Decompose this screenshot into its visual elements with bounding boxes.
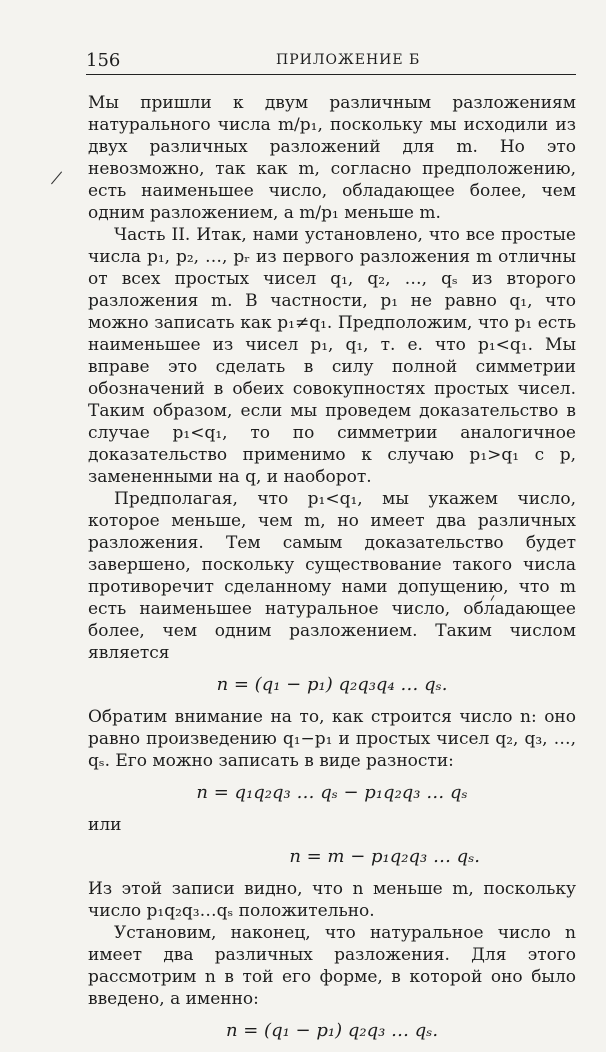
paragraph: Обратим внимание на то, как строится число n: оно равно произведению q₁−p₁ и простых чисел q₂, q₃, …, qₛ. Его можно записать в виде разности: (88, 707, 576, 771)
formula: n = q₁q₂q₃ … qₛ − p₁q₂q₃ … qₛ (196, 782, 468, 803)
conjunction: или (88, 815, 122, 835)
page-number: 156 (86, 50, 121, 71)
formula: n = (q₁ − p₁) q₂q₃q₄ … qₛ. (216, 674, 448, 695)
paragraph: Часть II. Итак, нами установлено, что все простые числа p₁, p₂, …, pᵣ из первого разложения m отличны от всех простых чисел q₁, q₂, …, qₛ из второго разложения m. В частности, p₁ не равно q₁, что можно записать как p₁≠q₁. Предположим, что p₁ есть наименьшее из чисел p₁, q₁, т. е. что p₁<q₁. Мы вправе это сделать в силу полной симметрии обозначений в обеих совокупностях простых чисел. Таким образом, если мы проведем доказательство в случае p₁<q₁, то по симметрии аналогичное доказательство применимо к случаю p₁>q₁ с p, замененными на q, и наоборот. (88, 225, 576, 487)
header-rule (86, 74, 576, 75)
formula: n = m − p₁q₂q₃ … qₛ. (289, 846, 480, 867)
paragraph: Предполагая, что p₁<q₁, мы укажем число, которое меньше, чем m, но имеет два различных разложения. Тем самым доказательство будет завершено, поскольку существование такого числа противоречит сделанному нами допущению, что m есть наименьшее натуральное число, обладающее более, чем одним разложением. Таким числом является (88, 489, 576, 663)
page-body (88, 92, 576, 1052)
paragraph: Установим, наконец, что натуральное число n имеет два различных разложения. Для этого рассмотрим n в той его форме, в которой оно было введено, а именно: (88, 923, 576, 1009)
formula: n = (q₁ − p₁) q₂q₃ … qₛ. (225, 1020, 439, 1041)
page-header (86, 50, 576, 72)
running-head: ПРИЛОЖЕНИЕ Б (276, 52, 421, 68)
pencil-mark (51, 171, 62, 184)
paragraph: Мы пришли к двум различным разложениям натурального числа m/p₁, поскольку мы исходили из двух различных разложений для m. Но это невозможно, так как m, согласно предположению, есть наименьшее число, обладающее более, чем одним разложением, а m/p₁ меньше m. (88, 93, 576, 223)
paragraph: Из этой записи видно, что n меньше m, поскольку число p₁q₂q₃…qₛ положительно. (88, 879, 576, 921)
